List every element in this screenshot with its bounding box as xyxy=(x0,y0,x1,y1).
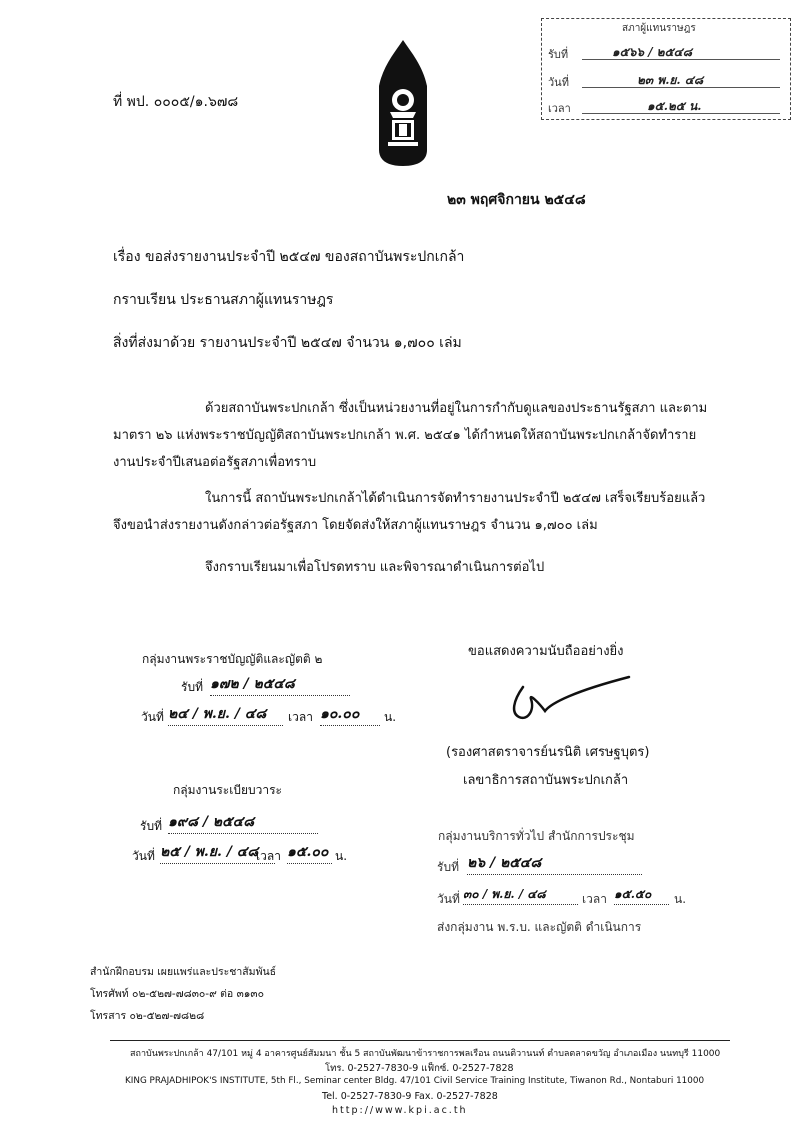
footer-thai-address: สถาบันพระปกเกล้า 47/101 หมู่ 4 อาคารศูนย์สัมมนา ชั้น 5 สถาบันพัฒนาข้าราชการพลเรือน ถนนติวานนท์ ตำบลตลาดขวัญ อำเภอเมือง นนทบุรี 11000 xyxy=(130,1049,721,1059)
body-line: จึงขอนำส่งรายงานดังกล่าวต่อรัฐสภา โดยจัดส่งให้สภาผู้แทนราษฎร จำนวน ๑,๗๐๐ เล่ม xyxy=(113,518,598,533)
regards: ขอแสดงความนับถืออย่างยิ่ง xyxy=(468,644,624,659)
stamp-time-unit: น. xyxy=(674,892,687,906)
stamp-time-value: ๑๕.๕๐ xyxy=(614,885,669,905)
footer-en-phone: Tel. 0-2527-7830-9 Fax. 0-2527-7828 xyxy=(322,1091,498,1102)
body-line: ด้วยสถาบันพระปกเกล้า ซึ่งเป็นหน่วยงานที่อยู่ในการกำกับดูแลของประธานรัฐสภา และตาม xyxy=(205,401,708,416)
footer-thai-phone: โทร. 0-2527-7830-9 แฟ็กซ์. 0-2527-7828 xyxy=(325,1063,514,1074)
letter-date: ๒๓ พฤศจิกายน ๒๕๔๘ xyxy=(447,192,586,208)
stamp-time-value: ๑๕.๐๐ xyxy=(287,841,332,864)
received-stamp-heading: สภาผู้แทนราษฎร xyxy=(622,23,696,34)
closing-line: จึงกราบเรียนมาเพื่อโปรดทราบ และพิจารณาดำเนินการต่อไป xyxy=(205,560,545,575)
issuer-office: สำนักฝึกอบรม เผยแพร่และประชาสัมพันธ์ xyxy=(90,966,277,978)
stamp-date-label: วันที่ xyxy=(437,892,460,906)
stamp-time-label: เวลา xyxy=(582,892,607,906)
signer-title: เลขาธิการสถาบันพระปกเกล้า xyxy=(463,773,629,788)
stamp-time-unit: น. xyxy=(335,849,348,863)
received-stamp-value: ๑๕๖๖ / ๒๕๔๘ xyxy=(612,45,693,59)
stamp-time-label: เวลา xyxy=(256,849,281,863)
received-stamp-value: ๑๕.๒๕ น. xyxy=(647,99,702,113)
received-stamp xyxy=(541,18,791,120)
stamp-date-value: ๓๐ / พ.ย. / ๔๘ xyxy=(463,885,578,905)
received-stamp-label: รับที่ xyxy=(548,48,569,61)
institute-emblem-icon xyxy=(373,38,433,168)
stamp-title: กลุ่มงานบริการทั่วไป สำนักการประชุม xyxy=(438,829,635,843)
reference-number: ที่ พป. ๐๐๐๕/๑.๖๗๘ xyxy=(113,94,239,110)
footer-website-link[interactable]: http://www.kpi.ac.th xyxy=(332,1105,468,1116)
stamp-received-value: ๒๖ / ๒๕๔๘ xyxy=(467,852,642,875)
stamp-received-label: รับที่ xyxy=(181,680,203,694)
received-stamp-value: ๒๓ พ.ย. ๔๘ xyxy=(637,73,704,87)
footer-divider xyxy=(110,1040,730,1041)
received-stamp-label: วันที่ xyxy=(548,76,569,89)
stamp-time-value: ๑๐.๐๐ xyxy=(320,703,380,726)
stamp-received-value: ๑๗๒ / ๒๕๔๘ xyxy=(210,673,350,696)
stamp-forward-note: ส่งกลุ่มงาน พ.ร.บ. และญัตติ ดำเนินการ xyxy=(437,920,642,934)
stamp-received-label: รับที่ xyxy=(437,860,459,874)
stamp-date-label: วันที่ xyxy=(132,849,155,863)
stamp-received-value: ๑๙๘ / ๒๕๔๘ xyxy=(168,811,318,834)
issuer-fax: โทรสาร ๐๒-๕๒๗-๗๘๒๘ xyxy=(90,1010,205,1022)
stamp-received-label: รับที่ xyxy=(140,819,162,833)
stamp-date-value: ๒๕ / พ.ย. / ๔๘ xyxy=(160,841,275,864)
body-line: มาตรา ๒๖ แห่งพระราชบัญญัติสถาบันพระปกเกล้า พ.ศ. ๒๕๔๑ ได้กำหนดให้สถาบันพระปกเกล้าจัดทำราย xyxy=(113,428,697,443)
letter-salutation: กราบเรียน ประธานสภาผู้แทนราษฎร xyxy=(113,292,334,308)
signer-name: (รองศาสตราจารย์นรนิติ เศรษฐบุตร) xyxy=(446,745,650,760)
body-line: งานประจำปีเสนอต่อรัฐสภาเพื่อทราบ xyxy=(113,455,317,470)
body-line: ในการนี้ สถาบันพระปกเกล้าได้ดำเนินการจัดทำรายงานประจำปี ๒๕๔๗ เสร็จเรียบร้อยแล้ว xyxy=(205,491,706,506)
issuer-phone: โทรศัพท์ ๐๒-๕๒๗-๗๘๓๐-๙ ต่อ ๓๑๓๐ xyxy=(90,988,265,1000)
footer-en-address: KING PRAJADHIPOK'S INSTITUTE, 5th Fl., Seminar center Bldg. 47/101 Civil Service Training Institute, Tiwanon Rd., Nontaburi 11000 xyxy=(125,1076,705,1086)
stamp-date-value: ๒๔ / พ.ย. / ๔๘ xyxy=(168,703,283,726)
received-stamp-label: เวลา xyxy=(548,102,571,115)
stamp-time-label: เวลา xyxy=(288,710,313,724)
letter-subject: เรื่อง ขอส่งรายงานประจำปี ๒๕๔๗ ของสถาบันพระปกเกล้า xyxy=(113,249,465,265)
letter-enclosure: สิ่งที่ส่งมาด้วย รายงานประจำปี ๒๕๔๗ จำนวน ๑,๗๐๐ เล่ม xyxy=(113,335,462,351)
stamp-time-unit: น. xyxy=(384,710,397,724)
stamp-date-label: วันที่ xyxy=(141,710,164,724)
stamp-title: กลุ่มงานพระราชบัญญัติและญัตติ ๒ xyxy=(142,652,323,666)
stamp-title: กลุ่มงานระเบียบวาระ xyxy=(173,783,282,797)
signature-mark xyxy=(505,673,635,733)
